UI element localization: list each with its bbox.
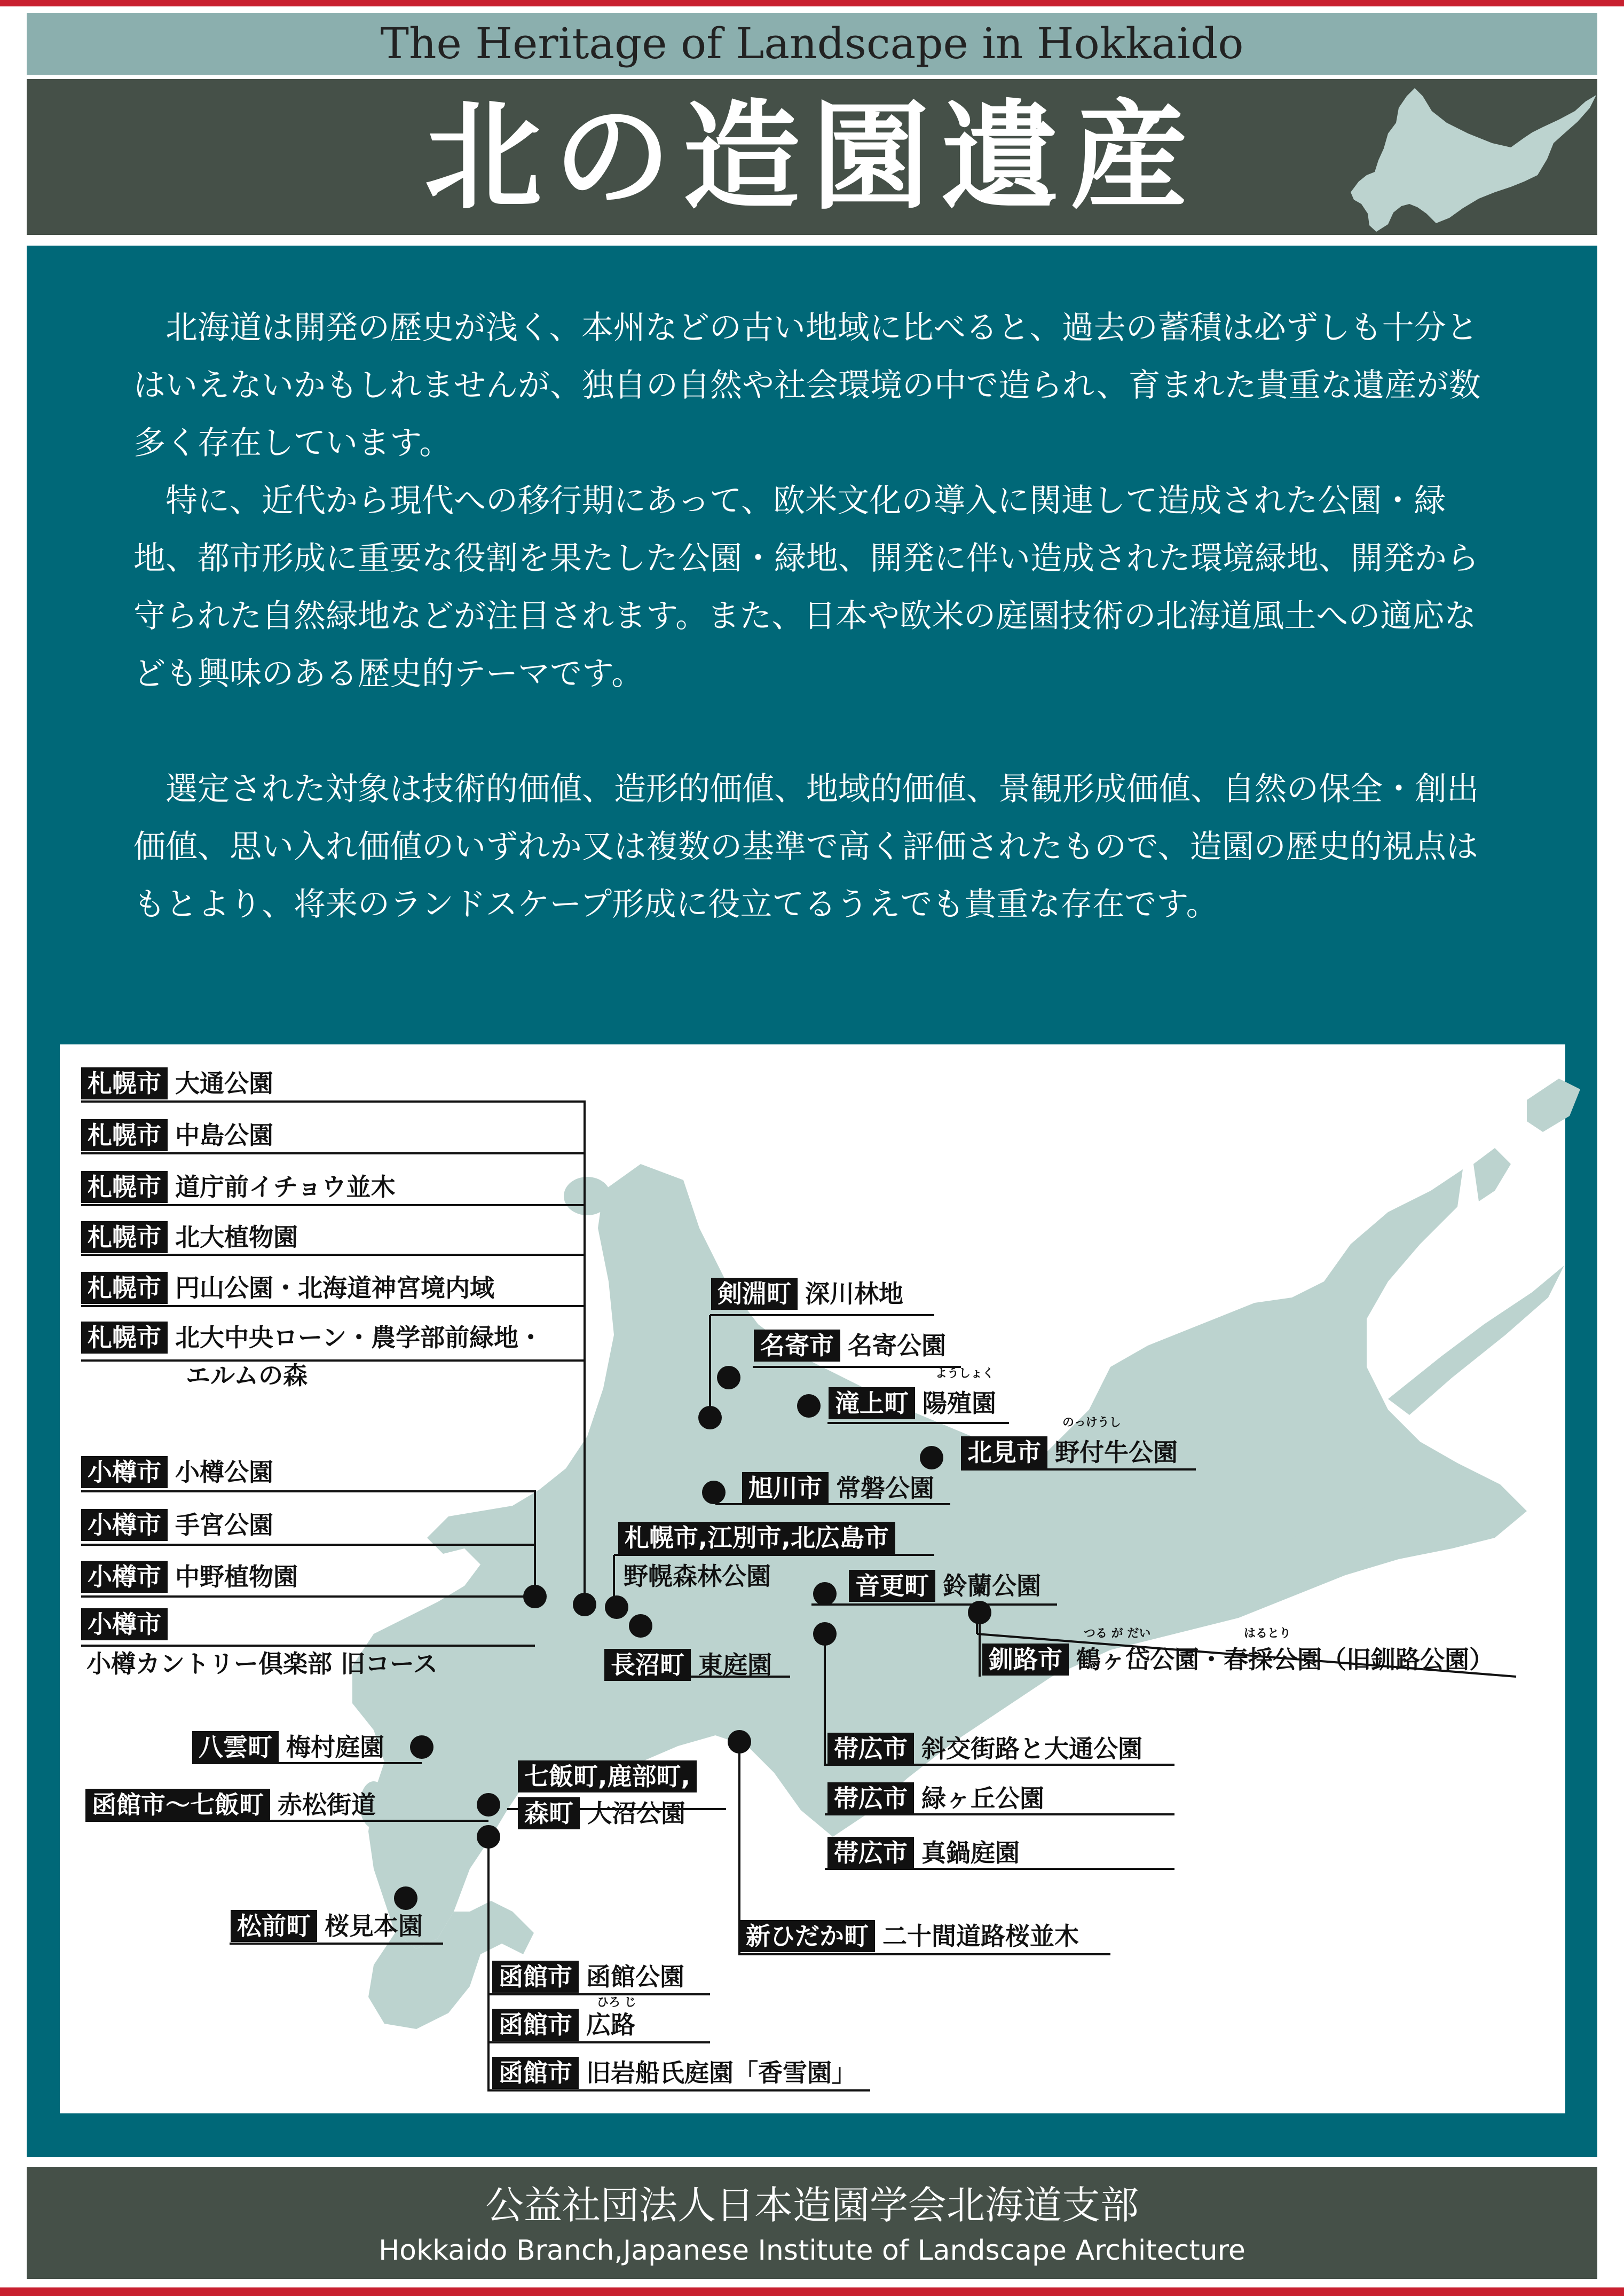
footer-org-jp: 公益社団法人日本造園学会北海道支部 <box>485 2183 1139 2228</box>
site-label: 函館市 旧岩船氏庭園「香雪園」 <box>492 2057 856 2089</box>
site-label: 音更町 鈴蘭公園 <box>849 1570 1041 1602</box>
site-label: 松前町 桜見本園 <box>231 1910 423 1942</box>
site-label: 滝上町 陽殖園 <box>829 1387 996 1419</box>
site-label: 八雲町 梅村庭園 <box>192 1731 384 1763</box>
furigana: はるとり <box>1244 1627 1291 1640</box>
furigana: つる が だい <box>1084 1627 1151 1640</box>
page-title: 北の造園遺産 <box>424 89 1200 225</box>
site-label: 小樽市 <box>81 1608 168 1640</box>
site-label: 札幌市 円山公園・北海道神宮境内域 <box>81 1272 494 1304</box>
hokkaido-land <box>352 1164 1527 1949</box>
site-label: 札幌市 大通公園 <box>81 1067 273 1099</box>
furigana: ひろ じ <box>597 1996 636 2009</box>
site-label: 札幌市,江別市,北広島市 <box>618 1522 895 1554</box>
site-label: 北見市 野付牛公園 <box>961 1436 1178 1468</box>
site-label: 名寄市 名寄公園 <box>754 1330 946 1362</box>
title-en: The Heritage of Landscape in Hokkaido <box>380 19 1244 68</box>
footer-org-en: Hokkaido Branch,Japanese Institute of Landscape Architecture <box>379 2235 1245 2267</box>
site-label: 新ひだか町 二十間道路桜並木 <box>739 1920 1079 1952</box>
site-label: 帯広市 斜交街路と大通公園 <box>827 1733 1142 1765</box>
site-name-continued: 小樽カントリー倶楽部 旧コース <box>86 1649 438 1678</box>
intro-paragraph-3: 選定された対象は技術的価値、造形的価値、地域的価値、景観形成価値、自然の保全・創出価値、思い入れ価値のいずれか又は複数の基準で高く評価されたもので、造園の歴史的視点はもとより、将来のランドスケープ形成に役立てるうえでも貴重な存在です。 <box>133 770 1479 923</box>
site-label: 七飯町,鹿部町, <box>518 1760 697 1792</box>
furigana: のっけうし <box>1062 1416 1121 1429</box>
site-label: 札幌市 北大中央ローン・農学部前緑地・ <box>81 1322 543 1354</box>
site-label: 函館市 函館公園 <box>492 1961 684 1993</box>
site-name-continued: 野幌森林公園 <box>624 1562 771 1591</box>
site-label: 帯広市 真鍋庭園 <box>827 1837 1020 1869</box>
site-label: 釧路市 鶴ヶ岱公園・春採公園（旧釧路公園） <box>982 1644 1494 1676</box>
intro-paragraph-1: 北海道は開発の歴史が浅く、本州などの古い地域に比べると、過去の蓄積は必ずしも十分とはいえないかもしれませんが、独自の自然や社会環境の中で造られ、育まれた貴重な遺産が数多く存在しています。 <box>133 309 1481 462</box>
site-label: 小樽市 小樽公園 <box>81 1456 273 1488</box>
site-label: 札幌市 中島公園 <box>81 1119 273 1151</box>
site-label: 札幌市 北大植物園 <box>81 1221 298 1253</box>
site-label: 剣淵町 深川林地 <box>711 1278 903 1310</box>
site-label: 函館市〜七飯町 赤松街道 <box>85 1789 376 1821</box>
site-label: 旭川市 常磐公園 <box>742 1472 934 1504</box>
site-label: 森町 大沼公園 <box>518 1797 685 1829</box>
site-label: 帯広市 緑ヶ丘公園 <box>827 1782 1044 1814</box>
site-name-continued: エルムの森 <box>186 1361 308 1390</box>
site-label: 小樽市 手宮公園 <box>81 1509 273 1541</box>
site-label: 小樽市 中野植物園 <box>81 1561 298 1593</box>
bottom-accent-bar <box>0 2287 1624 2296</box>
intro-paragraph-2: 特に、近代から現代への移行期にあって、欧米文化の導入に関連して造成された公園・緑地、都市形成に重要な役割を果たした公園・緑地、開発に伴い造成された環境緑地、開発から守られた自然緑地などが注目されます。また、日本や欧米の庭園技術の北海道風土への適応なども興味のある歴史的テーマです。 <box>133 482 1479 693</box>
site-label: 札幌市 道庁前イチョウ並木 <box>81 1171 396 1203</box>
furigana: ようしょく <box>935 1367 995 1380</box>
site-label: 函館市 広路 <box>492 2009 635 2041</box>
site-label: 長沼町 東庭園 <box>604 1649 772 1681</box>
